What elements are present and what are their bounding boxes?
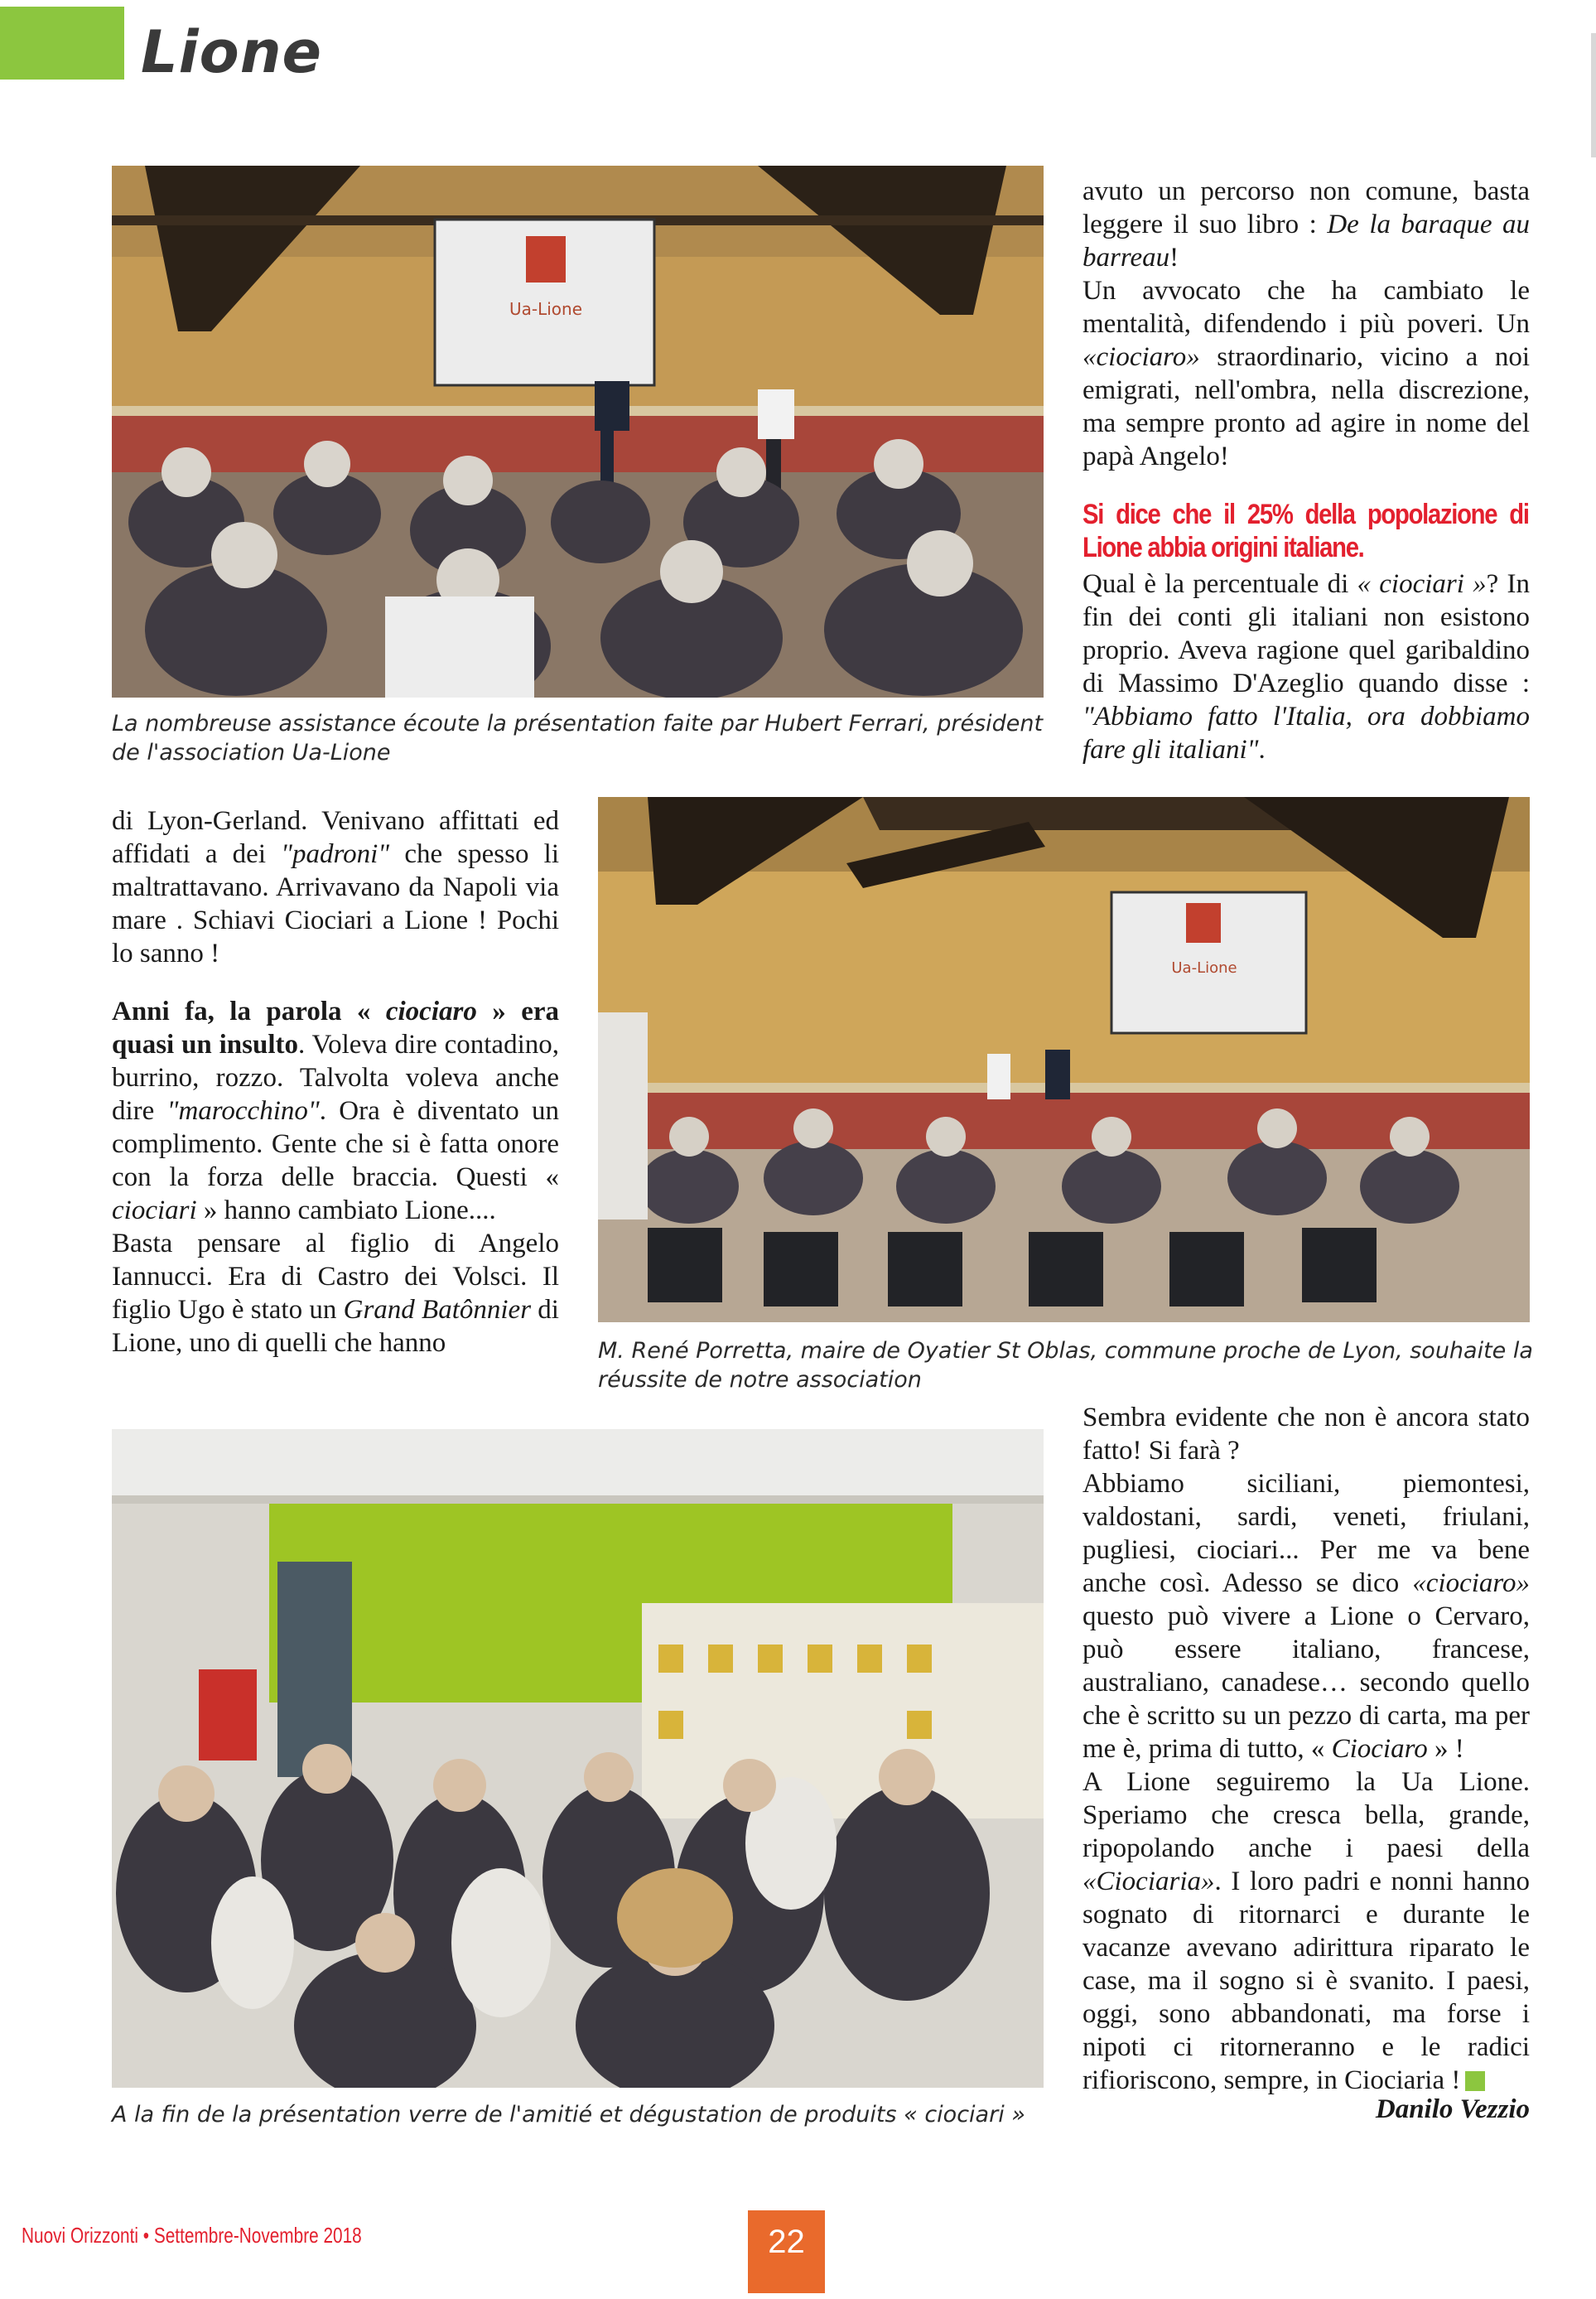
section-color-block [0, 7, 124, 80]
text-run: straordinario, vicino a noi emigrati, nell'ombra, nella discrezione, ma sempre pronto ad agire in nome del papà Angelo! [1082, 342, 1530, 471]
article-column-right-top [1082, 175, 1530, 766]
text-italic: ciociaro [385, 997, 477, 1026]
photo-screen-text: Ua-Lione [1171, 959, 1237, 977]
text-run: che spesso li maltrattavano. Arrivavano da Napoli via mare . Schiavi Ciociari a Lione ! Pochi lo sanno ! [112, 839, 559, 968]
publication-footer: Nuovi Orizzonti • Settembre-Novembre 2018 [22, 2223, 362, 2248]
text-italic: Ciociaro [1331, 1734, 1428, 1764]
text-run: Qual è la percentuale di [1082, 569, 1357, 599]
text-italic: « ciociari » [1357, 569, 1487, 599]
page-edge [1591, 33, 1596, 157]
text-run: Basta pensare al figlio di Angelo Iannucci. Era di Castro dei Volsci. Il figlio Ugo è stato un [112, 1229, 559, 1325]
text-run: Anni fa, la parola « [112, 997, 386, 1026]
text-run: avuto un percorso non comune, basta leggere il suo libro : [1082, 176, 1530, 239]
text-run: Abbiamo siciliani, piemontesi, valdostani, sardi, veneti, friulani, pugliesi, ciociari... Per me va bene anche così. Adesso se dico [1082, 1469, 1530, 1598]
photo-assembly-hall [112, 166, 1044, 698]
photo-aperitif [112, 1429, 1044, 2088]
text-run: di Lione, uno di quelli che hanno [112, 1295, 559, 1358]
caption-photo-1: La nombreuse assistance écoute la présentation faite par Hubert Ferrari, président de l'association Ua-Lione [112, 711, 1044, 766]
text-run: questo può vivere a Lione o Cervaro, può essere italiano, francese, australiano, canadese… secondo quello che è scritto su un pezzo di carta, ma per me è, prima di tutto, « [1082, 1601, 1530, 1764]
photo-mayor-speech-image [598, 797, 1530, 1322]
paragraph [1082, 1765, 1530, 2097]
page-number: 22 [748, 2210, 825, 2293]
photo-mayor-speech [598, 797, 1530, 1322]
text-run: . Ora è diventato un complimento. Gente che si è fatta onore con la forza delle braccia. Questi « [112, 1096, 559, 1192]
photo-assembly-hall-image [112, 166, 1044, 698]
paragraph [1082, 274, 1530, 473]
text-run: . [1258, 735, 1266, 765]
text-italic: "marocchino" [166, 1096, 320, 1126]
paragraph: Sembra evidente che non è ancora stato fatto! Si farà ? [1082, 1403, 1530, 1466]
paragraph [1082, 568, 1530, 766]
text-run: di Lyon-Gerland. Venivano affittati ed affidati a dei [112, 806, 559, 869]
photo-aperitif-image [112, 1429, 1044, 2088]
article-column-left-middle [112, 804, 559, 1360]
text-run: » ! [1427, 1734, 1464, 1764]
text-run: ! [1169, 243, 1179, 273]
paragraph [1082, 175, 1530, 274]
paragraph [112, 1227, 559, 1360]
section-title: Lione [141, 18, 322, 86]
paragraph [1082, 1467, 1530, 1765]
text-run: » era quasi un insulto [112, 997, 560, 1060]
caption-photo-3: A la fin de la présentation verre de l'amitié et dégustation de produits « ciociari » [112, 2102, 1025, 2128]
column-heading: Si dice che il 25% della popolazione di Lione abbia origini italiane. [1082, 499, 1529, 563]
book-title: De la baraque au barreau [1082, 210, 1530, 273]
quote: "Abbiamo fatto l'Italia, ora dobbiamo fare gli italiani" [1082, 702, 1530, 765]
caption-photo-2: M. René Porretta, maire de Oyatier St Oblas, commune proche de Lyon, souhaite la réussite de notre association [598, 1338, 1533, 1393]
text-italic: Grand Batônnier [343, 1295, 532, 1325]
end-mark-icon [1465, 2071, 1485, 2091]
text-run: . I loro padri e nonni hanno sognato di ritornarci e durante le vacanze avevano adirittura riparato le case, ma il sogno si è svanito. I paesi, oggi, sono abbandonati, ma forse i nipoti ci ritorneranno e le radici rifioriscono, sempre, in Ciociaria ! [1082, 1867, 1530, 2095]
text-italic: «Ciociaria» [1082, 1867, 1215, 1896]
text-italic: "padroni" [281, 839, 390, 869]
text-run: » hanno cambiato Lione.... [196, 1195, 496, 1225]
paragraph [112, 804, 559, 970]
text-italic: «ciociaro» [1082, 342, 1200, 372]
photo-screen-text: Ua-Lione [509, 299, 583, 319]
text-run: . Voleva dire contadino, burrino, rozzo. Talvolta voleva anche dire [112, 1030, 559, 1126]
text-run: A Lione seguiremo la Ua Lione. Speriamo che cresca bella, grande, ripopolando anche i paesi della [1082, 1767, 1530, 1863]
paragraph [112, 995, 559, 1227]
author-signature: Danilo Vezzio [1375, 2094, 1530, 2124]
article-column-right-bottom [1082, 1401, 1530, 2097]
text-italic: ciociari [112, 1195, 197, 1225]
text-run: Un avvocato che ha cambiato le mentalità, difendendo i più poveri. Un [1082, 276, 1530, 339]
text-italic: «ciociaro» [1412, 1568, 1530, 1598]
text-run: ? In fin dei conti gli italiani non esistono proprio. Aveva ragione quel garibaldino di Massimo D'Azeglio quando disse : [1082, 569, 1530, 698]
